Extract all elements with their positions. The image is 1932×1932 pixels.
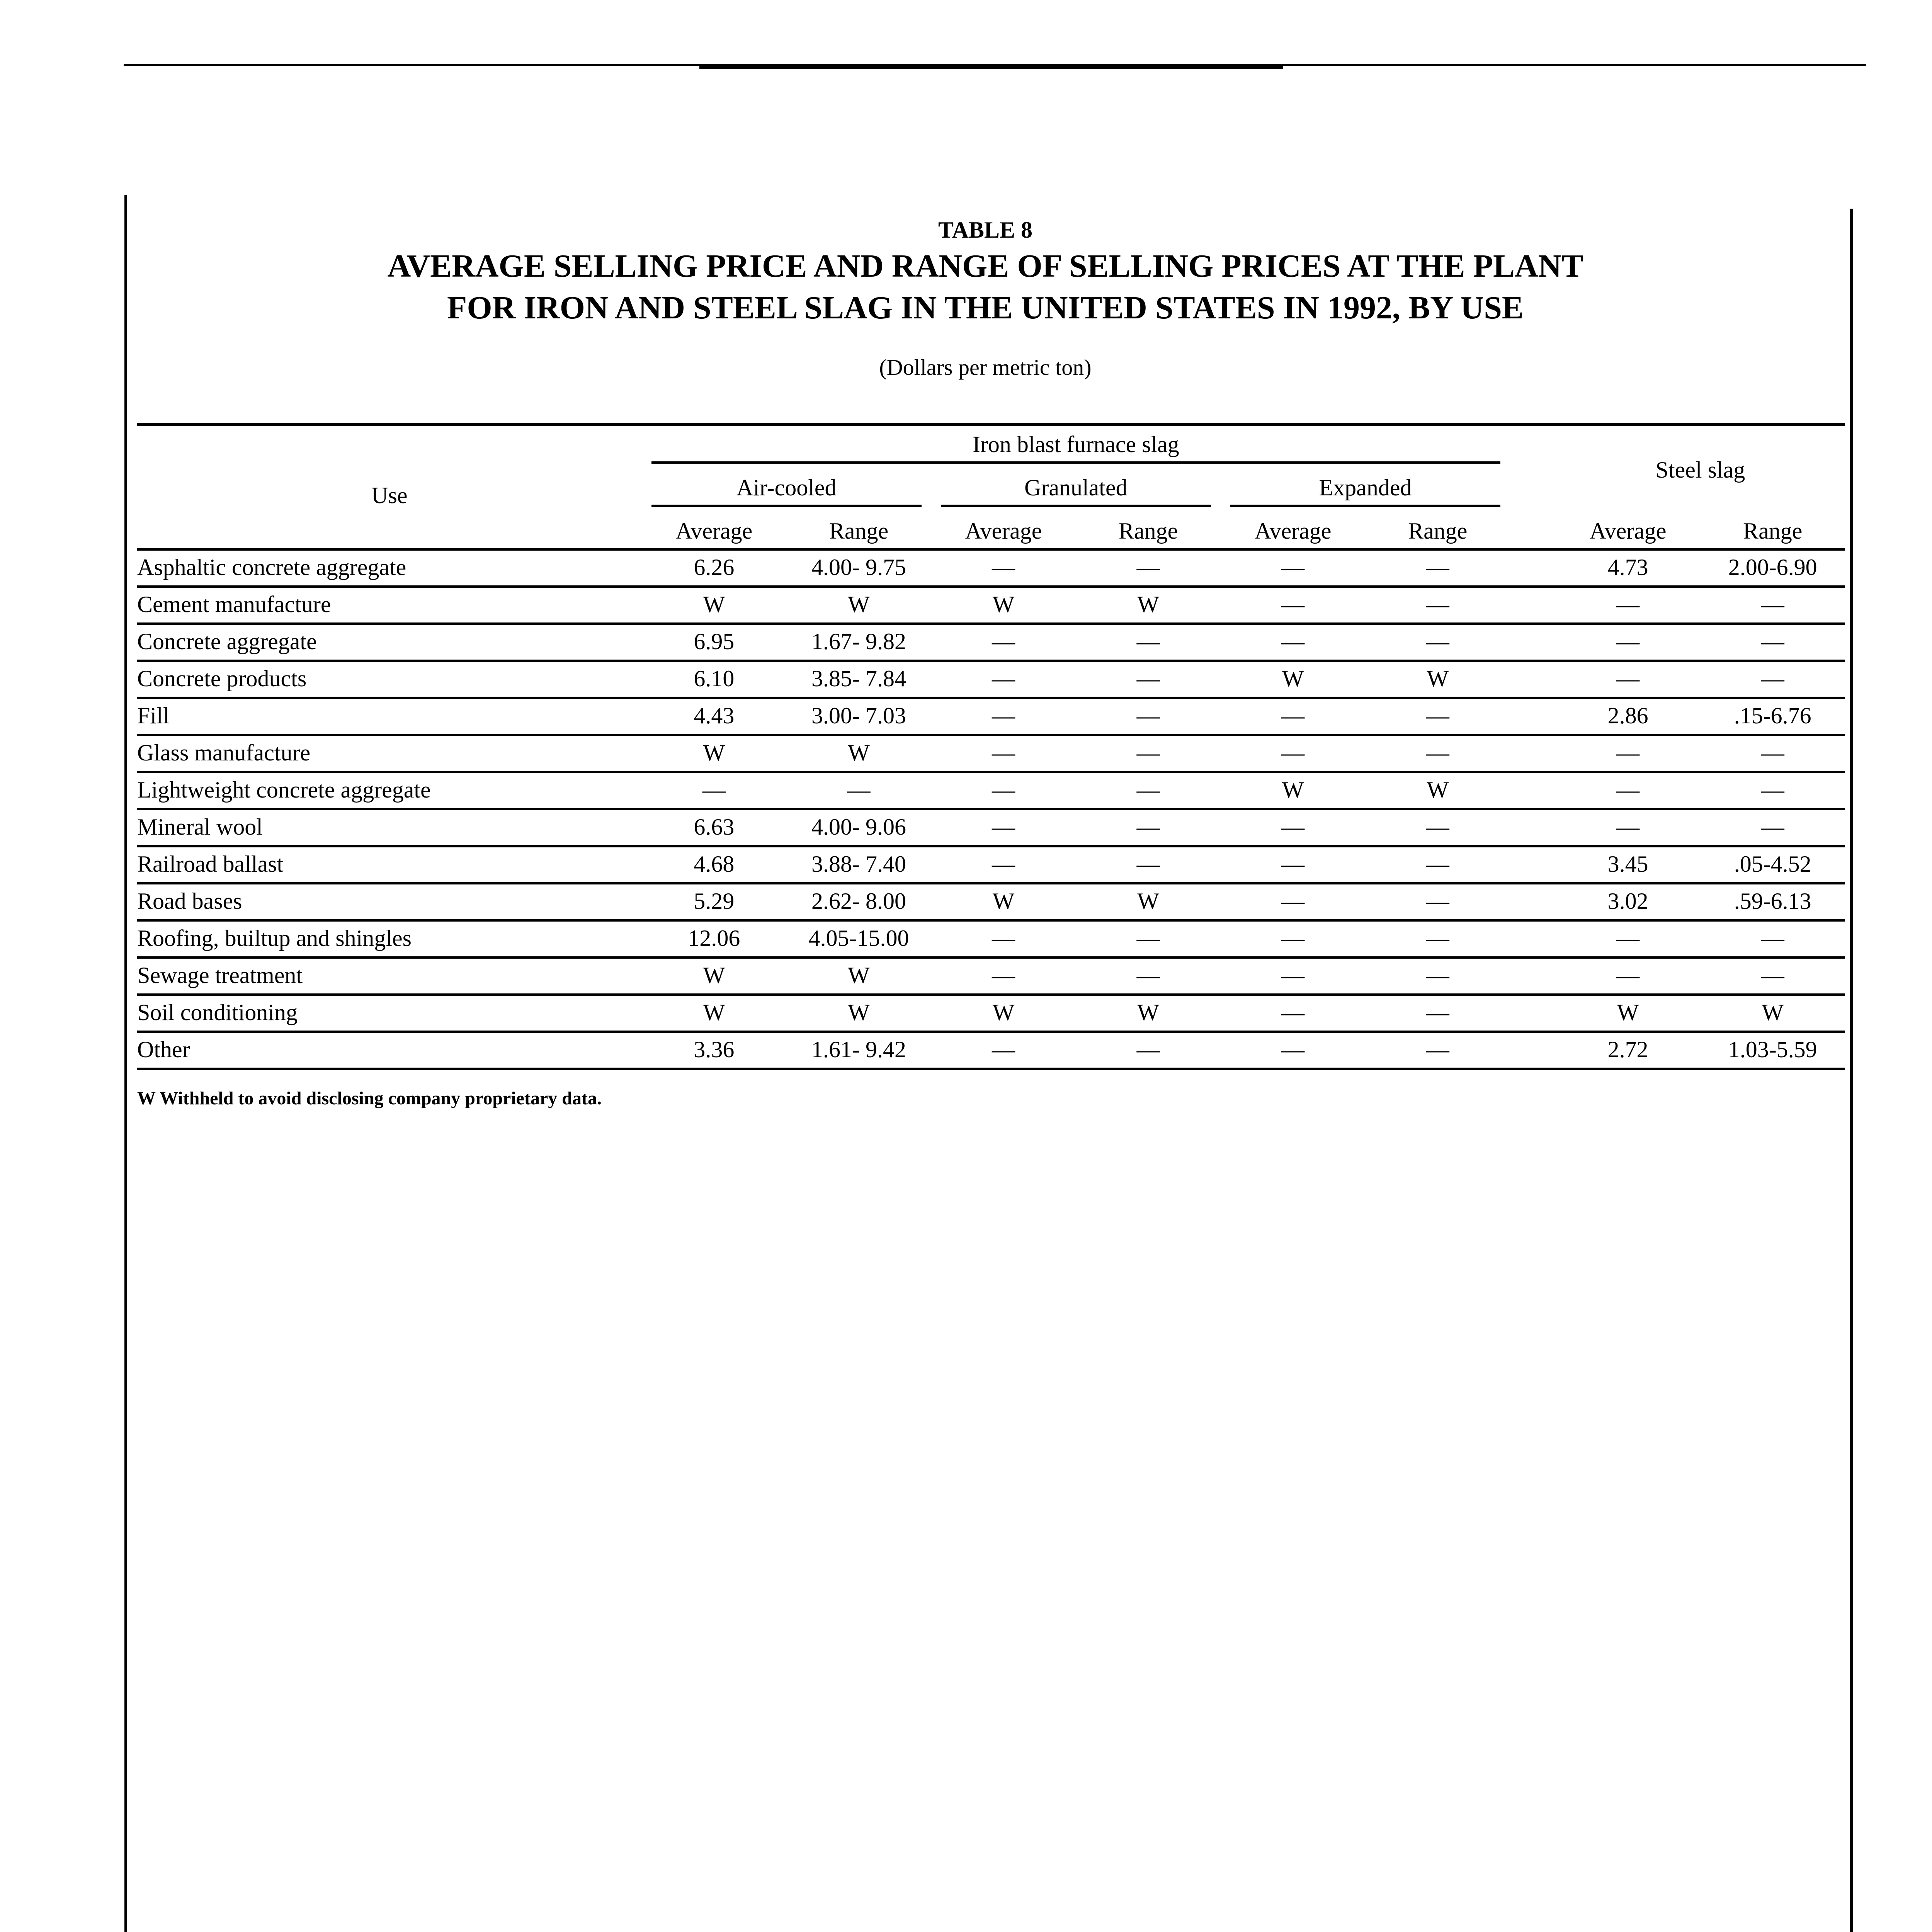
table-cell: —	[931, 735, 1076, 772]
table-cell: —	[1700, 809, 1845, 846]
table-row	[137, 549, 1845, 587]
table-cell: —	[1700, 587, 1845, 624]
table-cell: —	[931, 809, 1076, 846]
column-gap	[1510, 809, 1556, 846]
table-cell: —	[931, 549, 1076, 587]
table-cell: —	[1365, 735, 1510, 772]
table-cell: —	[1221, 883, 1366, 920]
table-cell: W	[931, 587, 1076, 624]
table-cell: W	[1365, 661, 1510, 698]
table-cell: 3.85- 7.84	[786, 661, 931, 698]
table-row	[137, 1032, 1845, 1069]
table-row	[137, 920, 1845, 957]
table-cell: —	[786, 772, 931, 809]
table-cell: —	[1365, 587, 1510, 624]
table-cell: —	[931, 772, 1076, 809]
table-cell: —	[1556, 772, 1701, 809]
table-cell: W	[931, 883, 1076, 920]
table-cell: .05-4.52	[1700, 846, 1845, 883]
table-row	[137, 735, 1845, 772]
header-average: Average	[1221, 512, 1366, 549]
table-cell: .15-6.76	[1700, 698, 1845, 735]
table-cell: 4.73	[1556, 549, 1701, 587]
table-cell: 2.62- 8.00	[786, 883, 931, 920]
table-cell: 6.26	[642, 549, 787, 587]
table-cell: —	[1365, 809, 1510, 846]
header-average: Average	[931, 512, 1076, 549]
table-cell: —	[1076, 920, 1221, 957]
table-cell: —	[1076, 809, 1221, 846]
table-cell: —	[931, 957, 1076, 995]
table-cell: —	[1365, 549, 1510, 587]
header-average: Average	[642, 512, 787, 549]
column-gap	[1510, 883, 1556, 920]
table-cell: —	[1556, 809, 1701, 846]
table-cell: —	[931, 1032, 1076, 1069]
table-row	[137, 846, 1845, 883]
row-use-label: Cement manufacture	[137, 587, 642, 624]
table-cell: W	[1700, 995, 1845, 1032]
table-cell: —	[1556, 735, 1701, 772]
table-cell: —	[1700, 624, 1845, 661]
column-gap	[1510, 957, 1556, 995]
table-cell: —	[1556, 920, 1701, 957]
table-cell: —	[642, 772, 787, 809]
table-cell: —	[1221, 920, 1366, 957]
table-cell: 3.36	[642, 1032, 787, 1069]
table-cell: —	[1221, 549, 1366, 587]
row-use-label: Other	[137, 1032, 642, 1069]
table-cell: —	[1365, 920, 1510, 957]
table-title-block	[309, 214, 1662, 381]
table-cell: —	[1076, 846, 1221, 883]
header-steel-slag: Steel slag	[1556, 425, 1845, 513]
header-average: Average	[1556, 512, 1701, 549]
top-rule-thick	[699, 66, 1283, 69]
table-cell: W	[931, 995, 1076, 1032]
table-cell: 3.02	[1556, 883, 1701, 920]
table-cell: —	[931, 698, 1076, 735]
column-gap	[1510, 661, 1556, 698]
header-use: Use	[137, 425, 642, 513]
header-iron-blast-furnace-slag: Iron blast furnace slag	[642, 425, 1510, 469]
header-expanded: Expanded	[1221, 469, 1510, 512]
table-cell: 3.45	[1556, 846, 1701, 883]
table-row	[137, 698, 1845, 735]
column-gap	[1510, 587, 1556, 624]
table-cell: 2.00-6.90	[1700, 549, 1845, 587]
table-cell: W	[786, 995, 931, 1032]
table-cell: —	[1221, 1032, 1366, 1069]
table-cell: —	[1076, 698, 1221, 735]
column-gap	[1510, 624, 1556, 661]
table-cell: —	[1076, 772, 1221, 809]
table-cell: 6.10	[642, 661, 787, 698]
table-cell: 1.03-5.59	[1700, 1032, 1845, 1069]
table-cell: —	[1076, 957, 1221, 995]
table-row	[137, 772, 1845, 809]
column-gap	[1510, 920, 1556, 957]
table-number: TABLE 8	[938, 217, 1032, 243]
table-row	[137, 809, 1845, 846]
column-gap	[1510, 735, 1556, 772]
header-granulated: Granulated	[931, 469, 1221, 512]
table-cell: —	[931, 920, 1076, 957]
table-cell: —	[1556, 661, 1701, 698]
column-gap	[1510, 698, 1556, 735]
table-cell: W	[786, 587, 931, 624]
table-cell: —	[1365, 698, 1510, 735]
table-cell: W	[1076, 587, 1221, 624]
table-cell: W	[642, 735, 787, 772]
header-air-cooled: Air-cooled	[642, 469, 931, 512]
table-cell: —	[1365, 1032, 1510, 1069]
row-use-label: Soil conditioning	[137, 995, 642, 1032]
table-cell: W	[1556, 995, 1701, 1032]
header-range: Range	[1700, 512, 1845, 549]
row-use-label: Concrete aggregate	[137, 624, 642, 661]
row-use-label: Concrete products	[137, 661, 642, 698]
row-use-label: Mineral wool	[137, 809, 642, 846]
table-row	[137, 995, 1845, 1032]
table-title-line1: AVERAGE SELLING PRICE AND RANGE OF SELLING PRICES AT THE PLANT	[387, 248, 1583, 284]
header-range: Range	[786, 512, 931, 549]
row-use-label: Roofing, builtup and shingles	[137, 920, 642, 957]
table-cell: —	[1700, 957, 1845, 995]
row-use-label: Sewage treatment	[137, 957, 642, 995]
column-gap	[1510, 995, 1556, 1032]
table-cell: —	[931, 624, 1076, 661]
table-title-line2: FOR IRON AND STEEL SLAG IN THE UNITED STATES IN 1992, BY USE	[447, 290, 1524, 326]
table-cell: 2.72	[1556, 1032, 1701, 1069]
table-cell: W	[642, 587, 787, 624]
table-cell: —	[1365, 957, 1510, 995]
table-cell: —	[1221, 698, 1366, 735]
table-row	[137, 624, 1845, 661]
table-cell: —	[1365, 846, 1510, 883]
table-cell: .59-6.13	[1700, 883, 1845, 920]
table-cell: —	[1700, 772, 1845, 809]
table-row	[137, 883, 1845, 920]
table-row	[137, 587, 1845, 624]
header-range: Range	[1076, 512, 1221, 549]
right-frame-line	[1850, 209, 1853, 1932]
table-cell: 3.88- 7.40	[786, 846, 931, 883]
column-gap	[1510, 846, 1556, 883]
table-cell: 6.95	[642, 624, 787, 661]
table-cell: 4.43	[642, 698, 787, 735]
table-cell: 4.00- 9.06	[786, 809, 931, 846]
table-cell: —	[1076, 1032, 1221, 1069]
column-gap	[1510, 772, 1556, 809]
table-cell: W	[1221, 661, 1366, 698]
table-cell: —	[1700, 920, 1845, 957]
table-cell: W	[1076, 995, 1221, 1032]
table-cell: —	[1556, 587, 1701, 624]
table-cell: —	[931, 661, 1076, 698]
table-cell: —	[1556, 624, 1701, 661]
column-gap	[1510, 1032, 1556, 1069]
table-cell: 4.05-15.00	[786, 920, 931, 957]
table-cell: 2.86	[1556, 698, 1701, 735]
table-cell: —	[1076, 661, 1221, 698]
slag-price-table	[137, 423, 1845, 1070]
table-cell: 6.63	[642, 809, 787, 846]
table-cell: W	[642, 957, 787, 995]
table-cell: —	[1076, 549, 1221, 587]
table-cell: 4.68	[642, 846, 787, 883]
table-cell: W	[1076, 883, 1221, 920]
table-body	[137, 549, 1845, 1069]
row-use-label: Railroad ballast	[137, 846, 642, 883]
table-row	[137, 957, 1845, 995]
table-cell: W	[642, 995, 787, 1032]
table-cell: 4.00- 9.75	[786, 549, 931, 587]
header-range: Range	[1365, 512, 1510, 549]
row-use-label: Road bases	[137, 883, 642, 920]
table-cell: —	[1700, 661, 1845, 698]
table-row	[137, 661, 1845, 698]
table-cell: —	[1076, 624, 1221, 661]
left-frame-line	[124, 195, 127, 1932]
table-cell: —	[1365, 995, 1510, 1032]
table-cell: W	[1365, 772, 1510, 809]
table-cell: 12.06	[642, 920, 787, 957]
table-cell: —	[1076, 735, 1221, 772]
row-use-label: Lightweight concrete aggregate	[137, 772, 642, 809]
table-cell: 5.29	[642, 883, 787, 920]
table-cell: —	[1221, 846, 1366, 883]
table-cell: W	[786, 957, 931, 995]
table-cell: W	[1221, 772, 1366, 809]
table-cell: —	[1221, 809, 1366, 846]
row-use-label: Glass manufacture	[137, 735, 642, 772]
table-footnote: W Withheld to avoid disclosing company proprietary data.	[137, 1088, 602, 1109]
row-use-label: Fill	[137, 698, 642, 735]
table-cell: —	[1221, 587, 1366, 624]
table-cell: 1.67- 9.82	[786, 624, 931, 661]
table-cell: —	[1700, 735, 1845, 772]
table-cell: —	[931, 846, 1076, 883]
table-units: (Dollars per metric ton)	[879, 355, 1092, 380]
table-cell: W	[786, 735, 931, 772]
table-cell: —	[1556, 957, 1701, 995]
table-cell: —	[1221, 624, 1366, 661]
table-cell: —	[1365, 883, 1510, 920]
table-cell: —	[1221, 735, 1366, 772]
table-cell: 3.00- 7.03	[786, 698, 931, 735]
table-cell: 1.61- 9.42	[786, 1032, 931, 1069]
table-cell: —	[1221, 957, 1366, 995]
row-use-label: Asphaltic concrete aggregate	[137, 549, 642, 587]
table-cell: —	[1365, 624, 1510, 661]
column-gap	[1510, 549, 1556, 587]
table-cell: —	[1221, 995, 1366, 1032]
